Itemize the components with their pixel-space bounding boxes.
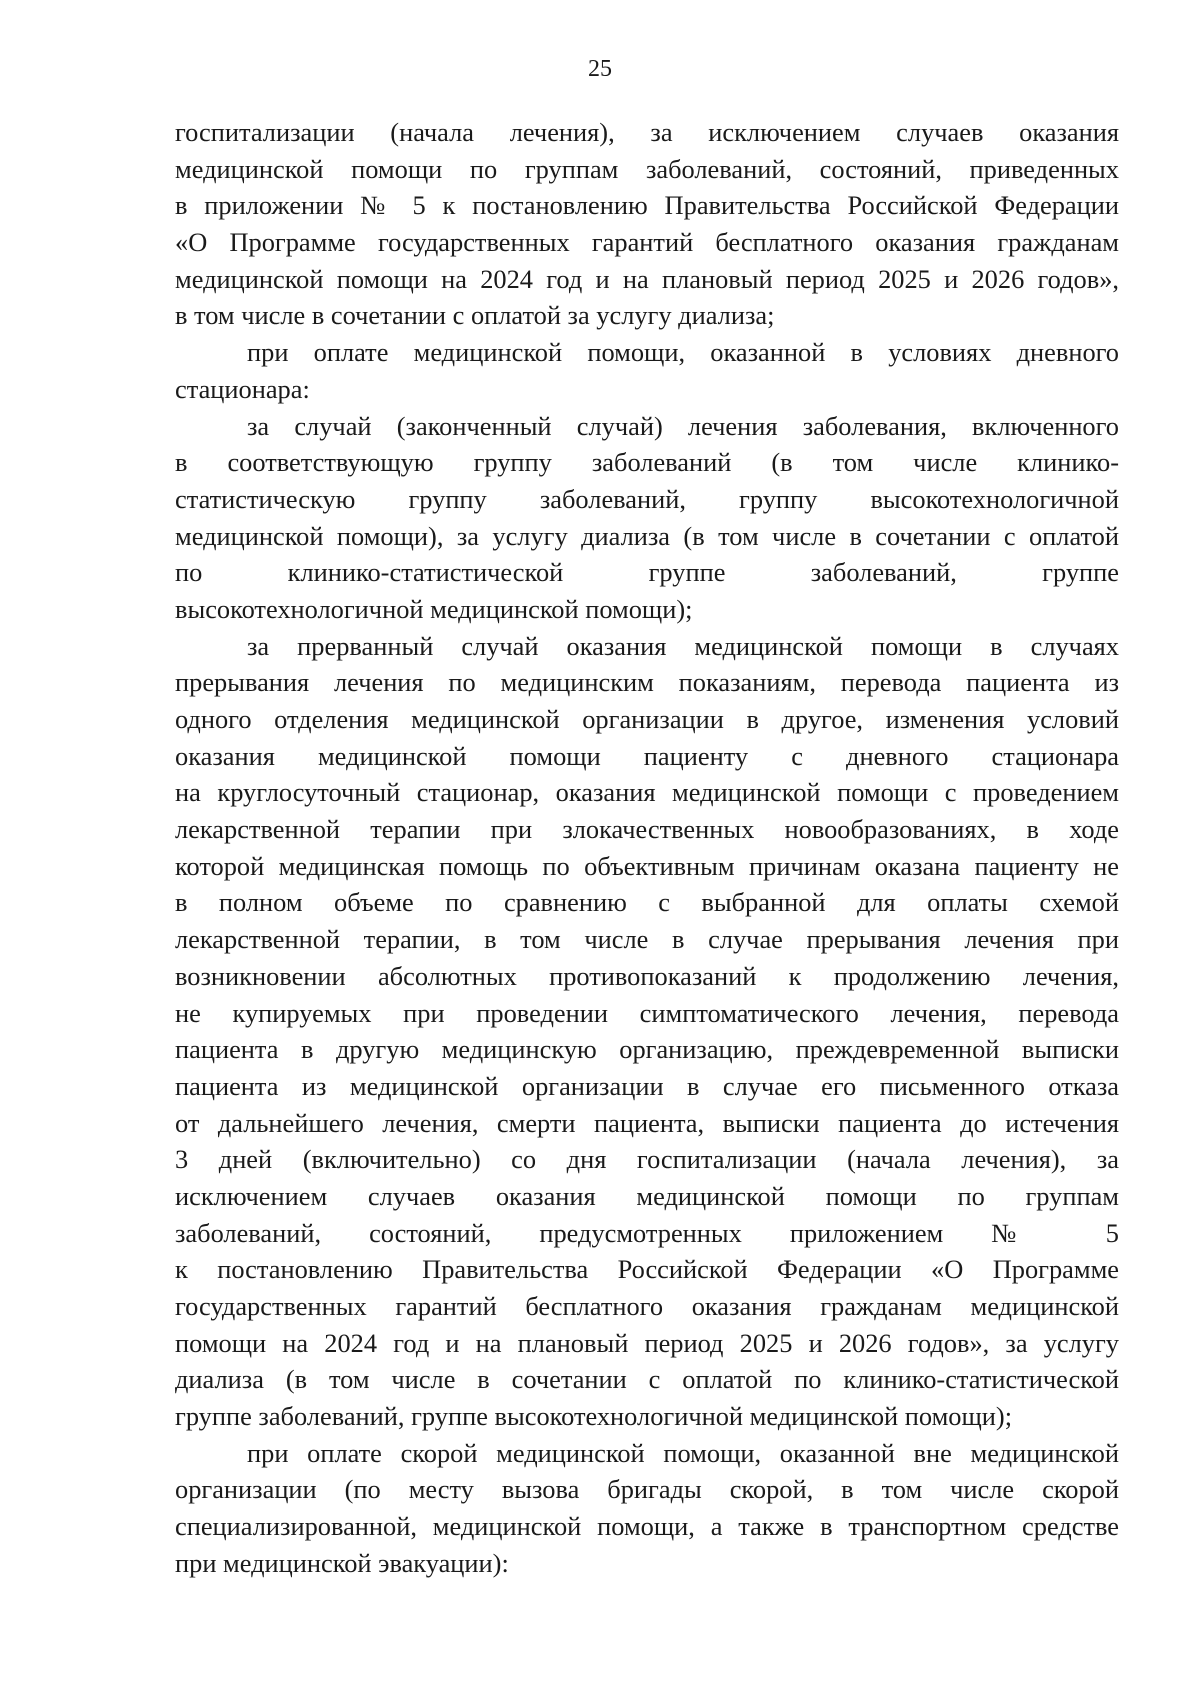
text-line: помощи на 2024 год и на плановый период 2025 и 2026 годов», за услугу <box>175 1327 1119 1358</box>
text-line: по клинико-статистической группе заболеваний, группе <box>175 557 1119 588</box>
paragraph <box>175 1435 1119 1582</box>
text-line: лекарственной терапии, в том числе в случае прерывания лечения при <box>175 924 1119 955</box>
paragraph <box>175 334 1119 407</box>
text-line: при оплате скорой медицинской помощи, оказанной вне медицинской <box>247 1437 1119 1468</box>
text-line: группе заболеваний, группе высокотехнологичной медицинской помощи); <box>175 1401 1013 1432</box>
text-line: оказания медицинской помощи пациенту с дневного стационара <box>175 740 1119 771</box>
text-line: от дальнейшего лечения, смерти пациента, выписки пациента до истечения <box>175 1107 1119 1138</box>
text-line: исключением случаев оказания медицинской помощи по группам <box>175 1180 1119 1211</box>
text-line: государственных гарантий бесплатного оказания гражданам медицинской <box>175 1291 1119 1321</box>
text-line: в том числе в сочетании с оплатой за услугу диализа; <box>175 300 775 331</box>
text-line: заболеваний, состояний, предусмотренных приложением № 5 <box>175 1217 1119 1248</box>
text-line: медицинской помощи), за услугу диализа (в том числе в сочетании с оплатой <box>175 520 1119 551</box>
text-line: пациента из медицинской организации в случае его письменного отказа <box>175 1070 1119 1101</box>
text-line: одного отделения медицинской организации в другое, изменения условий <box>175 704 1119 734</box>
paragraph <box>175 114 1119 334</box>
text-line: в приложении № 5 к постановлению Правительства Российской Федерации <box>175 190 1119 221</box>
text-line: статистическую группу заболеваний, группу высокотехнологичной <box>175 483 1119 514</box>
page-number: 25 <box>588 56 612 82</box>
text-line: диализа (в том числе в сочетании с оплатой по клинико-статистической <box>175 1364 1119 1395</box>
text-line: медицинской помощи по группам заболеваний, состояний, приведенных <box>175 153 1119 184</box>
text-line: пациента в другую медицинскую организацию, преждевременной выписки <box>175 1034 1119 1065</box>
text-line: специализированной, медицинской помощи, а также в транспортном средстве <box>175 1511 1119 1542</box>
text-line: при медицинской эвакуации): <box>175 1547 509 1578</box>
paragraph <box>175 628 1119 1435</box>
text-line: в соответствующую группу заболеваний (в том числе клинико- <box>175 447 1119 478</box>
text-line: высокотехнологичной медицинской помощи); <box>175 593 693 624</box>
text-line: стационара: <box>175 373 310 404</box>
paragraph <box>175 408 1119 628</box>
text-line: госпитализации (начала лечения), за исключением случаев оказания <box>175 117 1119 147</box>
text-line: при оплате медицинской помощи, оказанной в условиях дневного <box>247 337 1119 368</box>
text-line: в полном объеме по сравнению с выбранной для оплаты схемой <box>175 887 1119 918</box>
text-line: организации (по месту вызова бригады скорой, в том числе скорой <box>175 1474 1119 1505</box>
text-line: за случай (законченный случай) лечения заболевания, включенного <box>247 410 1119 441</box>
text-line: медицинской помощи на 2024 год и на плановый период 2025 и 2026 годов», <box>175 263 1119 294</box>
document-body <box>175 114 1119 1582</box>
text-line: прерывания лечения по медицинским показаниям, перевода пациента из <box>175 667 1119 698</box>
text-line: не купируемых при проведении симптоматического лечения, перевода <box>175 997 1119 1028</box>
text-line: на круглосуточный стационар, оказания медицинской помощи с проведением <box>175 777 1119 808</box>
text-line: лекарственной терапии при злокачественных новообразованиях, в ходе <box>175 814 1119 845</box>
text-line: за прерванный случай оказания медицинской помощи в случаях <box>247 630 1119 661</box>
text-line: 3 дней (включительно) со дня госпитализации (начала лечения), за <box>175 1144 1119 1175</box>
text-line: которой медицинская помощь по объективным причинам оказана пациенту не <box>175 850 1119 881</box>
text-line: «О Программе государственных гарантий бесплатного оказания гражданам <box>175 227 1119 258</box>
text-line: к постановлению Правительства Российской Федерации «О Программе <box>175 1254 1119 1285</box>
text-line: возникновении абсолютных противопоказаний к продолжению лечения, <box>175 960 1119 991</box>
